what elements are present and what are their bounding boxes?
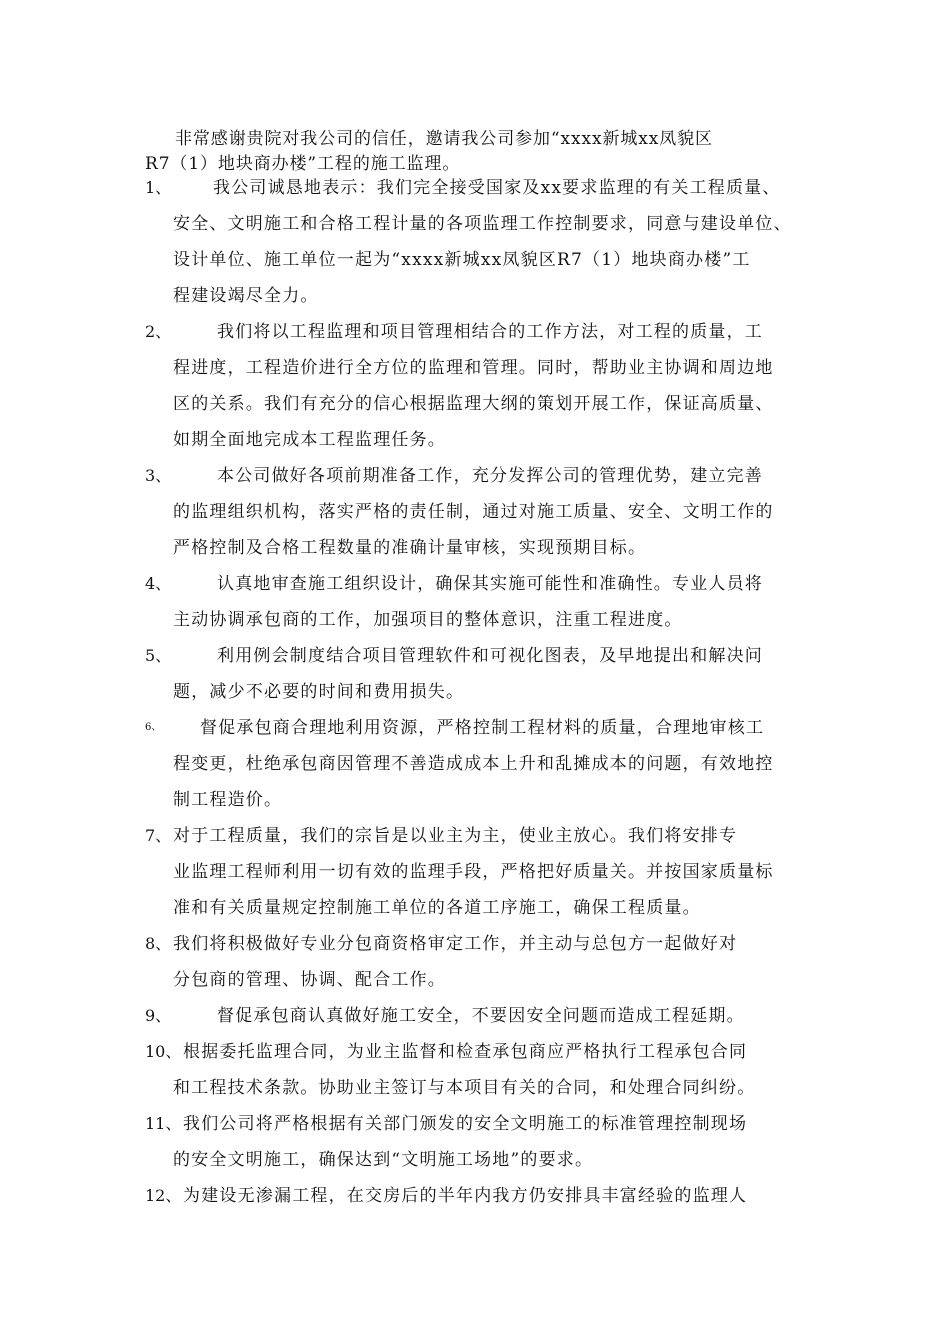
list-item-line: 设计单位、施工单位一起为“xxxx新城xx凤貌区R7（1）地块商办楼”工	[173, 250, 751, 270]
list-item-text	[173, 566, 825, 638]
list-item	[145, 818, 825, 926]
list-item-line: 根据委托监理合同，为业主监督和检查承包商应严格执行工程承包合同	[183, 1042, 748, 1062]
list-item-line: 的监理组织机构，落实严格的责任制，通过对施工质量、安全、文明工作的	[173, 502, 774, 522]
list-item-number: 5、	[145, 646, 172, 665]
list-item-line: 督促承包商认真做好施工安全，不要因安全问题而造成工程延期。	[217, 1006, 745, 1026]
list-item	[145, 170, 825, 314]
intro-line-2: R7（1）地块商办楼”工程的施工监理。	[145, 154, 461, 174]
list-item-line: 利用例会制度结合项目管理软件和可视化图表，及早地提出和解决问	[217, 646, 763, 666]
list-item-text	[173, 1178, 825, 1214]
list-item-number: 12、	[145, 1186, 182, 1205]
list-item	[145, 998, 825, 1034]
list-item-text	[173, 314, 825, 458]
list-item-text	[173, 1106, 825, 1178]
list-item	[145, 314, 825, 458]
list-item-number: 6、	[145, 722, 162, 733]
list-item-text	[173, 998, 825, 1034]
list-item-line: 我们将以工程监理和项目管理相结合的工作方法，对工程的质量，工	[217, 322, 763, 342]
list-item-line: 程进度，工程造价进行全方位的监理和管理。同时，帮助业主协调和周边地	[173, 358, 774, 378]
list-item	[145, 458, 825, 566]
list-item-line: 的安全文明施工，确保达到“文明施工场地”的要求。	[173, 1150, 594, 1170]
list-item-line: 我们将积极做好专业分包商资格审定工作，并主动与总包方一起做好对	[173, 934, 738, 954]
list-item	[145, 1034, 825, 1106]
list-item-text	[173, 710, 825, 818]
list-item-line: 业监理工程师利用一切有效的监理手段，严格把好质量关。并按国家质量标	[173, 862, 774, 882]
list-item-line: 程建设竭尽全力。	[173, 286, 319, 306]
list-item-number: 1、	[145, 178, 172, 197]
list-item-number: 2、	[145, 322, 172, 341]
list-item-number: 4、	[145, 574, 172, 593]
list-item-number: 3、	[145, 466, 172, 485]
list-item-line: 题，减少不必要的时间和费用损失。	[173, 682, 465, 702]
list-item-text	[173, 170, 825, 314]
list-item-text	[173, 926, 825, 998]
list-item-line: 程变更，杜绝承包商因管理不善造成成本上升和乱摊成本的问题，有效地控	[173, 754, 774, 774]
list-item-text	[173, 818, 825, 926]
intro-line-1: 非常感谢贵院对我公司的信任，邀请我公司参加“xxxx新城xx凤貌区	[175, 129, 713, 149]
list-item-number: 7、	[145, 826, 172, 845]
list-item	[145, 926, 825, 998]
list-item	[145, 1106, 825, 1178]
list-item-line: 认真地审查施工组织设计，确保其实施可能性和准确性。专业人员将	[217, 574, 763, 594]
list-item-line: 为建设无渗漏工程，在交房后的半年内我方仍安排具丰富经验的监理人	[183, 1186, 748, 1206]
list-item-text	[173, 1034, 825, 1106]
list-item-line: 严格控制及合格工程数量的准确计量审核，实现预期目标。	[173, 538, 647, 558]
list-item-line: 对于工程质量，我们的宗旨是以业主为主，使业主放心。我们将安排专	[173, 826, 738, 846]
list-item-line: 制工程造价。	[173, 790, 283, 810]
list-item-line: 本公司做好各项前期准备工作，充分发挥公司的管理优势，建立完善	[217, 466, 763, 486]
list-item-line: 督促承包商合理地利用资源，严格控制工程材料的质量，合理地审核工	[200, 718, 765, 738]
list-item	[145, 566, 825, 638]
list-item	[145, 1178, 825, 1214]
list-item-line: 准和有关质量规定控制施工单位的各道工序施工，确保工程质量。	[173, 898, 701, 918]
list-item	[145, 638, 825, 710]
list-item-line: 主动协调承包商的工作，加强项目的整体意识，注重工程进度。	[173, 610, 683, 630]
list-item-line: 我们公司将严格根据有关部门颁发的安全文明施工的标准管理控制现场	[183, 1114, 748, 1134]
list-item-number: 9、	[145, 1006, 172, 1025]
list-item-line: 安全、文明施工和合格工程计量的各项监理工作控制要求，同意与建设单位、	[173, 214, 792, 234]
list-item-line: 区的关系。我们有充分的信心根据监理大纲的策划开展工作，保证高质量、	[173, 394, 774, 414]
list-item-number: 8、	[145, 934, 172, 953]
list-item-line: 如期全面地完成本工程监理任务。	[173, 430, 446, 450]
list-item-number: 10、	[145, 1042, 182, 1061]
list-item-line: 分包商的管理、协调、配合工作。	[173, 970, 446, 990]
list-item-line: 和工程技术条款。协助业主签订与本项目有关的合同，和处理合同纠纷。	[173, 1078, 756, 1098]
list-item-text	[173, 458, 825, 566]
list-item	[145, 710, 825, 818]
list-item-text	[173, 638, 825, 710]
list-item-line: 我公司诚恳地表示：我们完全接受国家及xx要求监理的有关工程质量、	[213, 178, 781, 198]
list-item-number: 11、	[145, 1114, 182, 1133]
